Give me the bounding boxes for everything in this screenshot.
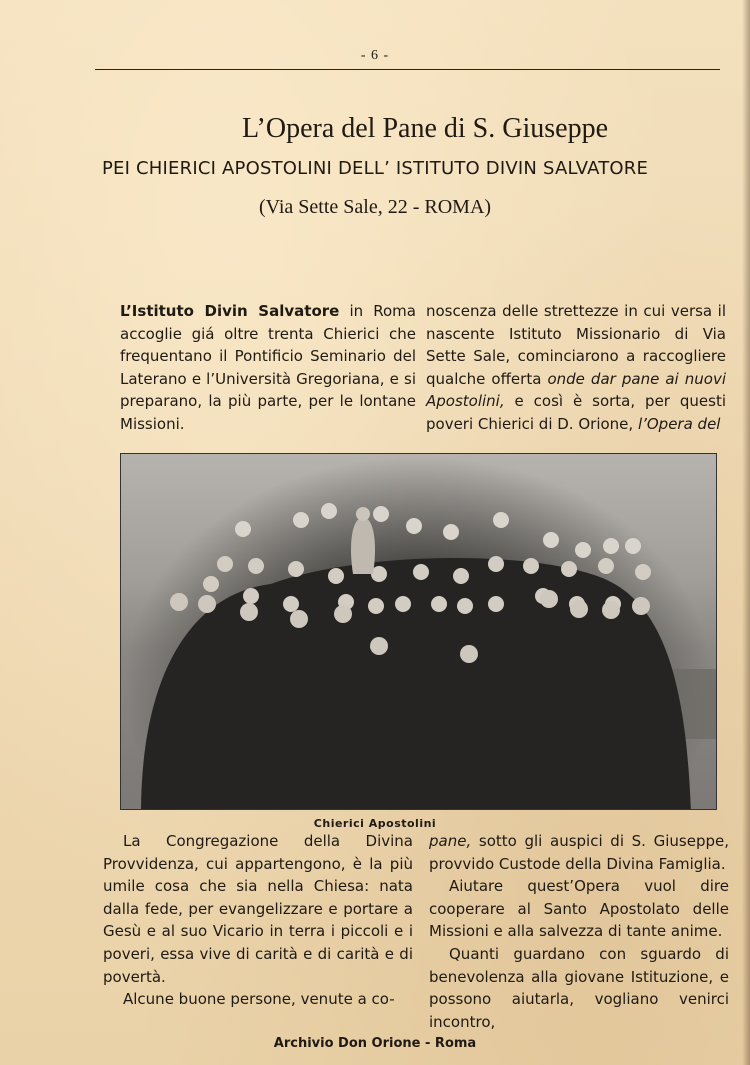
- paragraph-pane: [429, 830, 729, 875]
- statue: [351, 519, 375, 574]
- article-subtitle: PEI CHIERICI APOSTOLINI DELL’ ISTITUTO DIVIN SALVATORE: [101, 158, 649, 179]
- continuation-italic-a: onde dar pane ai nuovi Apostolini,: [426, 369, 726, 411]
- column-right-bottom: [429, 830, 729, 1033]
- group-silhouette: [141, 558, 691, 809]
- paragraph-good-people: Alcune buone persone, venute a co-: [123, 990, 395, 1009]
- continuation-text-b: e così è sorta, per questi poveri Chierici di D. Orione,: [426, 392, 726, 433]
- paragraph-intro: [120, 300, 416, 436]
- group-photo: [120, 453, 717, 810]
- page-number: - 6 -: [360, 48, 390, 63]
- continuation-text-a: noscenza delle strettezze in cui versa il nascente Istituto Missionario di Via Sette Sale, cominciarono a raccogliere qualche offerta: [426, 302, 726, 388]
- column-left-top: [120, 300, 416, 436]
- pane-text: sotto gli auspici di S. Giuseppe, provvido Custode della Divina Famiglia.: [429, 832, 729, 873]
- column-left-bottom: [103, 830, 413, 1011]
- article-address: (Via Sette Sale, 22 - ROMA): [258, 196, 492, 218]
- paragraph-congregation: La Congregazione della Divina Provvidenza, cui appartengono, è la più umile cosa che sia nella Chiesa: nata dalla fede, per evangelizzare e portare a Gesù e al suo Vicario in terra i piccoli e i poveri, essa vive di carità e di carità e di povertà.: [103, 832, 413, 986]
- intro-text: in Roma accoglie giá oltre trenta Chierici che frequentano il Pontificio Seminario del Laterano e l’Università Gregoriana, e si preparano, la più parte, per le lontane Missioni.: [120, 302, 416, 433]
- photo-caption: Chierici Apostolini: [313, 817, 437, 830]
- group-photo-illustration: [121, 454, 716, 809]
- article-title: L’Opera del Pane di S. Giuseppe: [242, 113, 608, 144]
- paragraph-appeal: Quanti guardano con sguardo di benevolenza alla giovane Istituzione, e possono aiutarla, vogliano venirci incontro,: [429, 944, 729, 1031]
- institute-name: L’Istituto Divin Salvatore: [120, 302, 340, 320]
- paragraph-cooperate: Aiutare quest’Opera vuol dire cooperare al Santo Apostolato delle Missioni e alla salvezza di tante anime.: [429, 877, 729, 941]
- faces-back-row: [235, 503, 641, 558]
- pane-italic: pane,: [429, 832, 472, 850]
- header-rule: [95, 69, 720, 70]
- column-right-top: [426, 300, 726, 436]
- continuation-italic-b: l’Opera del: [637, 414, 721, 433]
- paragraph-continuation: [426, 300, 726, 436]
- statue-head: [356, 507, 370, 521]
- archive-footer: Archivio Don Orione - Roma: [273, 1036, 477, 1051]
